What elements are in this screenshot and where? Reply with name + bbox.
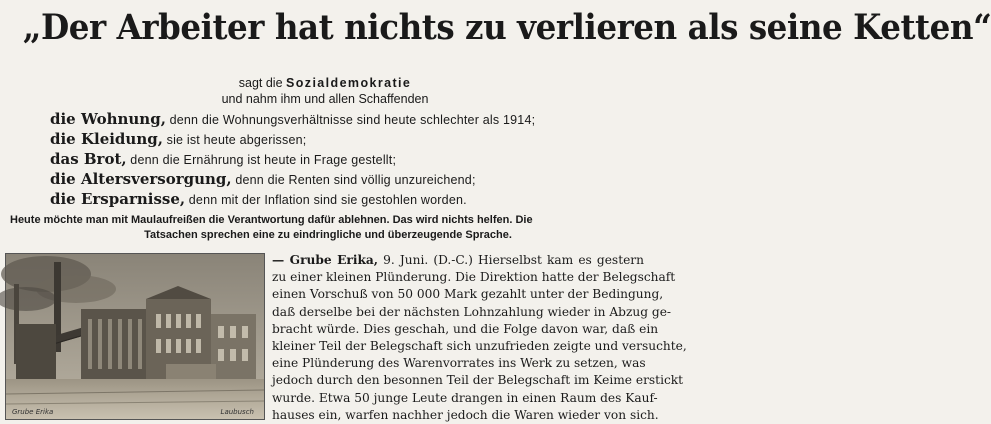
subline-1-emphasis: Sozialdemokratie [286,76,412,90]
article-line: einen Vorschuß von 50 000 Mark gezahlt unter der Bedingung, [272,287,664,302]
photo-caption-right: Laubusch [220,408,254,416]
article-line: bracht würde. Dies geschah, und die Folge davon war, daß ein [272,321,659,336]
claim-lead: das Brot, [50,150,127,168]
note-line-2: Tatsachen sprechen eine zu eindringliche und überzeugende Sprache. [144,229,512,241]
claim-lead: die Altersversorgung, [50,170,232,188]
claim-text: denn die Wohnungsverhältnisse sind heute schlechter als 1914; [165,113,536,127]
article-line: daß derselbe bei der nächsten Lohnzahlung wieder in Abzug ge- [272,304,672,319]
claim-item [50,190,640,210]
claim-text: denn mit der Inflation sind sie gestohlen worden. [185,193,467,207]
article-line: kleiner Teil der Belegschaft sich unzufrieden zeigte und versuchte, [272,339,687,354]
article-line: eine Plünderung des Warenvorrates ins Werk zu setzen, was [272,356,646,371]
article-line: wurde. Etwa 50 junge Leute drangen in einen Raum des Kauf- [272,390,658,405]
claims-list [50,110,640,210]
subline-1-prefix: sagt die [238,76,287,90]
article-line [272,252,644,269]
article-line: zu einer kleinen Plünderung. Die Direktion hatte der Belegschaft [272,270,676,285]
article-line: jedoch durch den besonnen Teil der Belegschaft im Keime erstickt [272,373,684,388]
article-line-text: 9. Juni. (D.-C.) Hierselbst kam es gestern [378,253,644,267]
claim-item [50,150,640,170]
headline: „Der Arbeiter hat nichts zu verlieren als seine Ketten“ [22,7,991,48]
subline-1 [0,76,650,90]
claim-item [50,130,640,150]
claim-text: denn die Ernährung ist heute in Frage gestellt; [126,153,397,167]
claim-text: sie ist heute abgerissen; [162,133,307,147]
article-line: hauses ein, warfen nachher jedoch die Waren wieder von sich. [272,407,659,422]
photo-caption-left: Grube Erika [12,408,54,416]
note-line-1: Heute möchte man mit Maulaufreißen die Verantwortung dafür ablehnen. Das wird nichts helfen. Die [10,214,533,226]
news-article [272,252,687,424]
claim-lead: die Ersparnisse, [50,190,186,208]
mine-photo-illustration [6,254,264,419]
claim-lead: die Wohnung, [50,110,166,128]
subline-2: und nahm ihm und allen Schaffenden [221,92,429,106]
claim-lead: die Kleidung, [50,130,163,148]
mine-photo [5,253,265,420]
claim-item [50,110,640,130]
claim-text: denn die Renten sind völlig unzureichend; [231,173,476,187]
claim-item [50,170,640,190]
article-dateline: — Grube Erika, [272,253,379,267]
